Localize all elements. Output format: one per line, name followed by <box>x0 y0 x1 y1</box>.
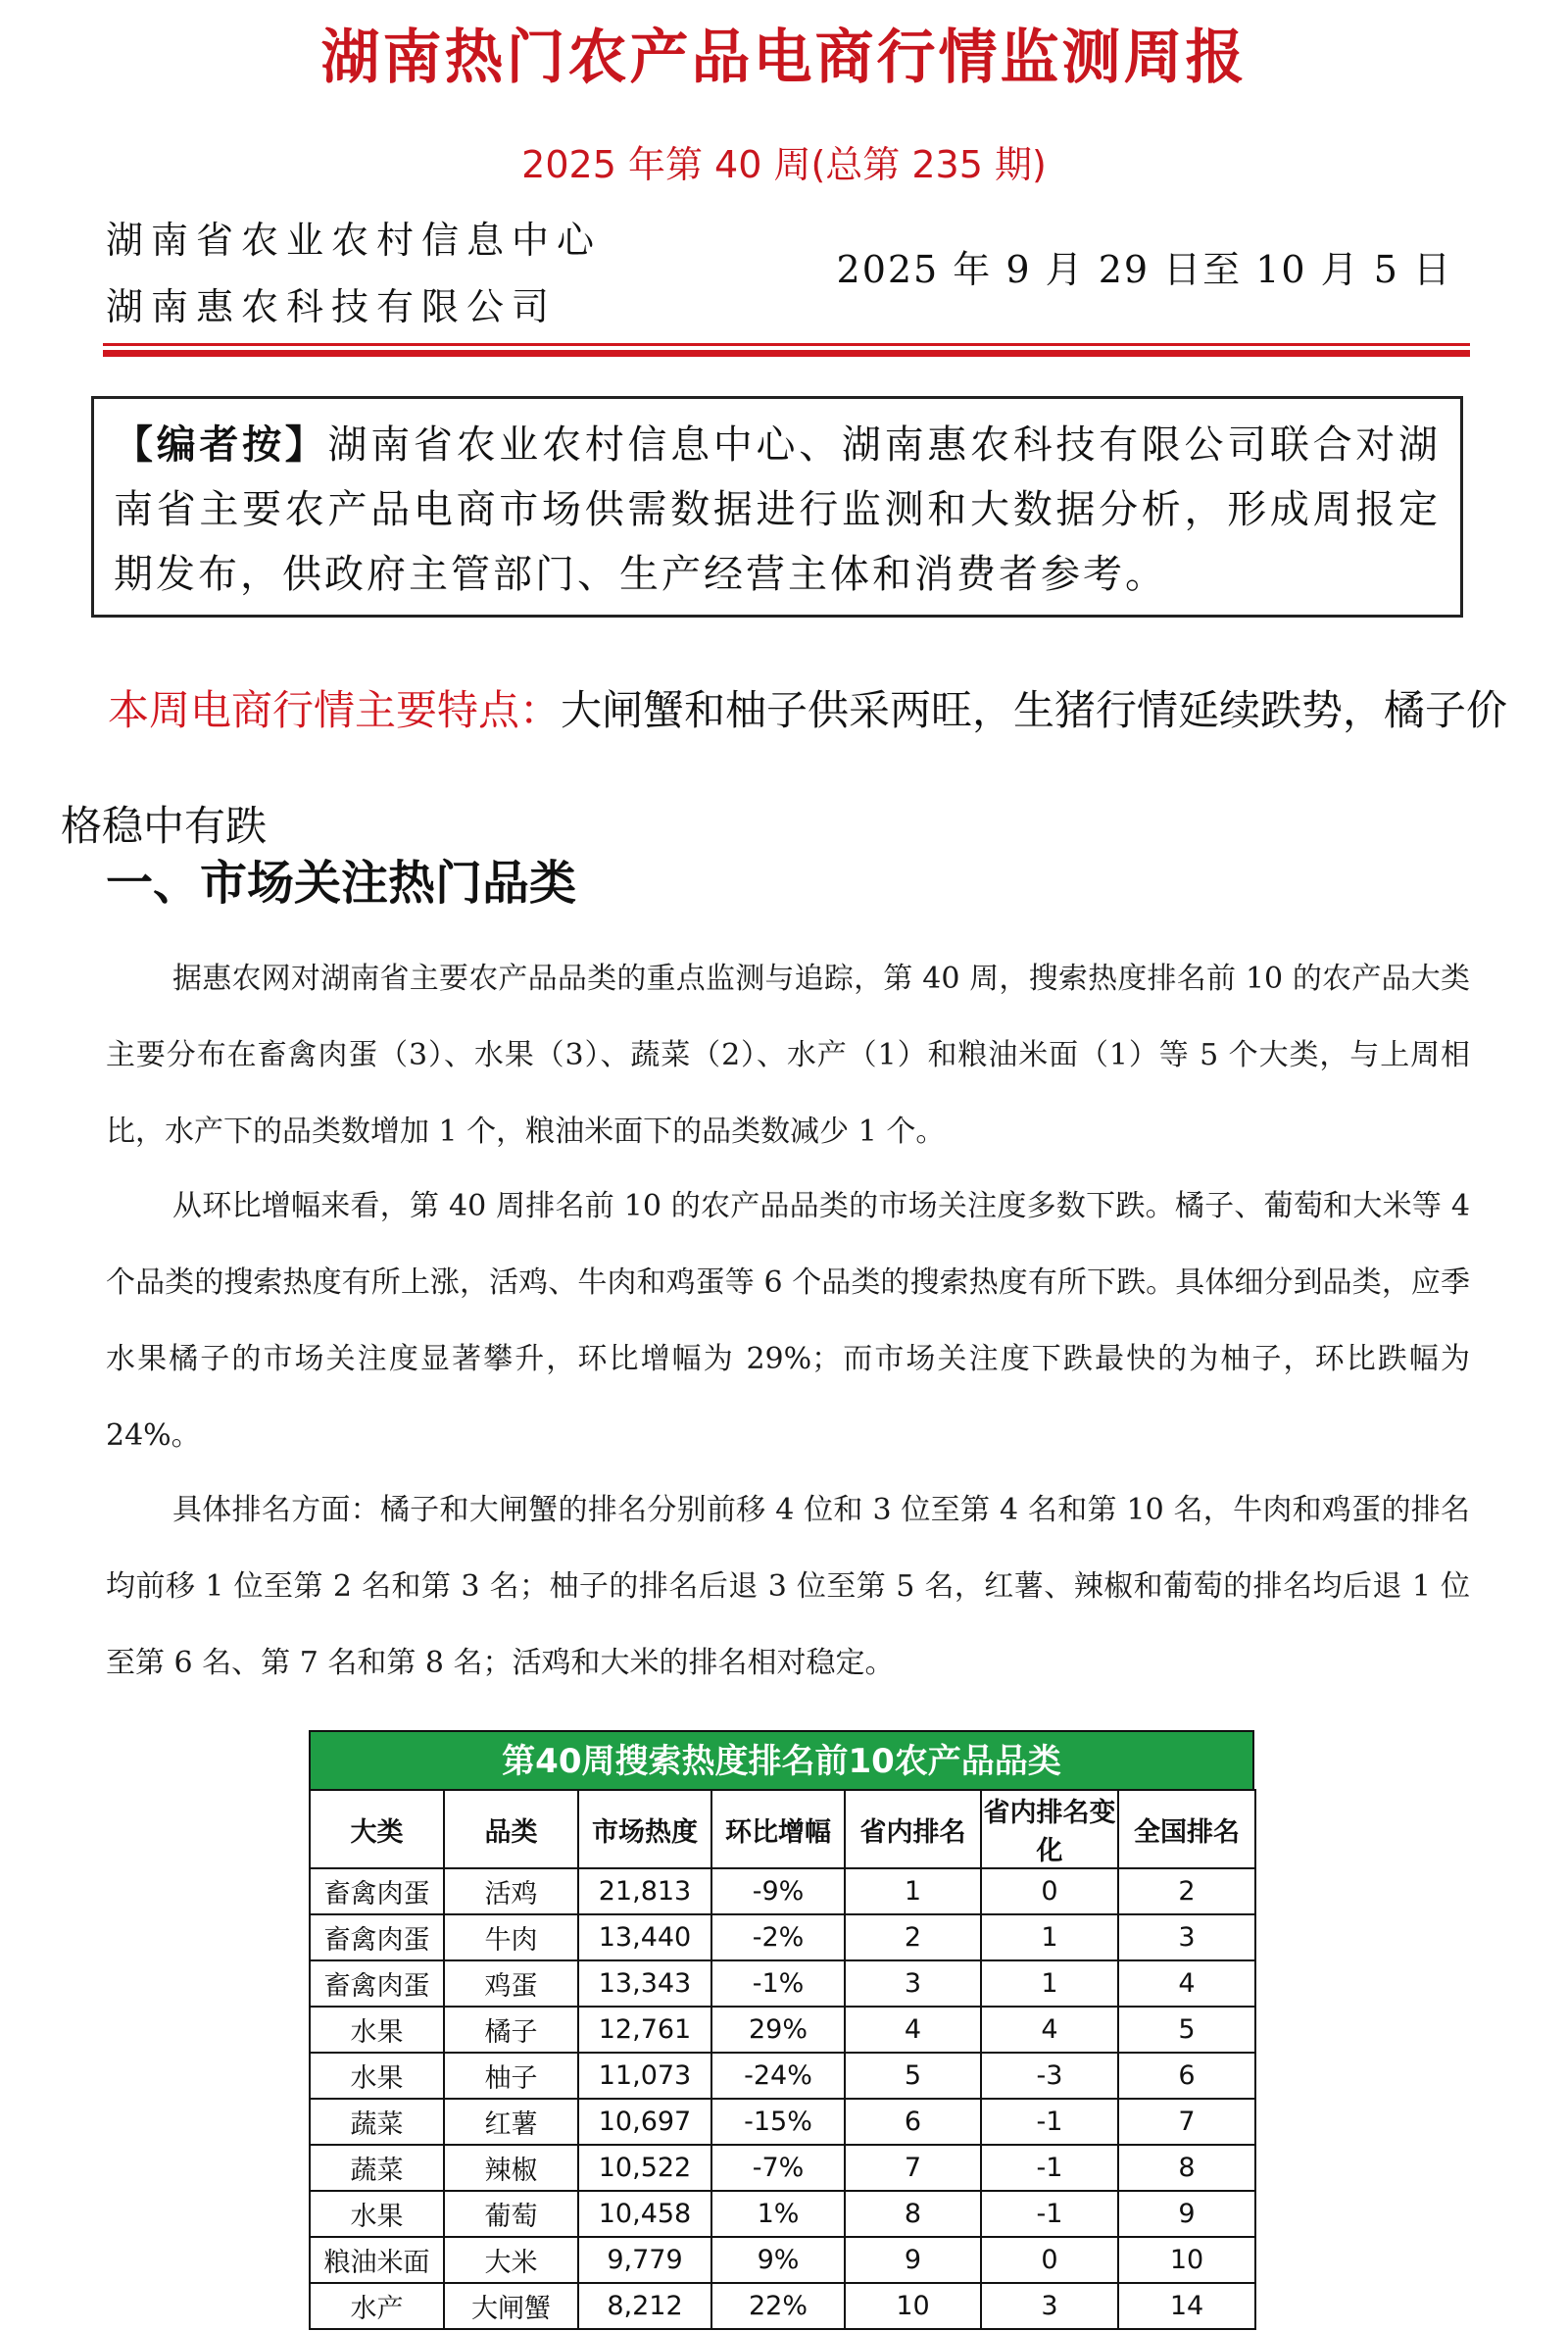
table-cell: 9% <box>711 2237 845 2283</box>
table-cell: 0 <box>981 2237 1118 2283</box>
ranking-table-container <box>309 1730 1254 2330</box>
table-cell: 1 <box>981 1914 1118 1960</box>
table-row <box>310 2283 1255 2329</box>
col-header: 品类 <box>444 1790 578 1868</box>
table-cell: 0 <box>981 1868 1118 1914</box>
table-cell: 4 <box>1118 1960 1255 2007</box>
table-row <box>310 2237 1255 2283</box>
table-cell: 8,212 <box>578 2283 711 2329</box>
table-cell: 粮油米面 <box>310 2237 444 2283</box>
table-cell: -2% <box>711 1914 845 1960</box>
table-cell: 12,761 <box>578 2007 711 2053</box>
table-cell: 水果 <box>310 2053 444 2099</box>
table-cell: 4 <box>981 2007 1118 2053</box>
table-cell: 5 <box>1118 2007 1255 2053</box>
table-cell: 蔬菜 <box>310 2099 444 2145</box>
highlights-label: 本周电商行情主要特点： <box>108 686 562 734</box>
header-divider-thick <box>103 350 1470 357</box>
col-header: 大类 <box>310 1790 444 1868</box>
table-cell: 3 <box>1118 1914 1255 1960</box>
ranking-table <box>309 1789 1256 2330</box>
table-cell: -24% <box>711 2053 845 2099</box>
table-cell: 29% <box>711 2007 845 2053</box>
date-range: 2025 年 9 月 29 日至 10 月 5 日 <box>836 248 1452 291</box>
table-cell: -3 <box>981 2053 1118 2099</box>
table-cell: 葡萄 <box>444 2191 578 2237</box>
paragraph-growth: 从环比增幅来看，第 40 周排名前 10 的农产品品类的市场关注度多数下跌。橘子、葡萄和大米等 4 个品类的搜索热度有所上涨，活鸡、牛肉和鸡蛋等 6 个品类的搜索热度有所下跌。具体细分到品类，应季水果橘子的市场关注度显著攀升，环比增幅为 29%；而市场关注度下跌最快的为柚子，环比跌幅为 24%。 <box>106 1189 1470 1453</box>
table-cell: 22% <box>711 2283 845 2329</box>
table-cell: 6 <box>845 2099 981 2145</box>
table-row <box>310 2191 1255 2237</box>
table-row <box>310 2053 1255 2099</box>
table-cell: 1% <box>711 2191 845 2237</box>
editor-note-text: 湖南省农业农村信息中心、湖南惠农科技有限公司联合对湖南省主要农产品电商市场供需数据进行监测和大数据分析，形成周报定期发布，供政府主管部门、生产经营主体和消费者参考。 <box>114 422 1441 597</box>
section-heading: 一、市场关注热门品类 <box>106 856 577 911</box>
table-cell: -1 <box>981 2191 1118 2237</box>
table-cell: -15% <box>711 2099 845 2145</box>
table-cell: -1 <box>981 2145 1118 2191</box>
table-cell: 7 <box>845 2145 981 2191</box>
table-cell: 1 <box>845 1868 981 1914</box>
table-cell: 21,813 <box>578 1868 711 1914</box>
table-cell: 畜禽肉蛋 <box>310 1868 444 1914</box>
table-cell: 4 <box>845 2007 981 2053</box>
table-cell: 畜禽肉蛋 <box>310 1960 444 2007</box>
table-cell: 橘子 <box>444 2007 578 2053</box>
table-cell: -9% <box>711 1868 845 1914</box>
table-cell: 10,458 <box>578 2191 711 2237</box>
table-cell: 10,697 <box>578 2099 711 2145</box>
table-cell: 10 <box>1118 2237 1255 2283</box>
table-cell: 水果 <box>310 2191 444 2237</box>
paragraph-category-distribution: 据惠农网对湖南省主要农产品品类的重点监测与追踪，第 40 周，搜索热度排名前 10 的农产品大类主要分布在畜禽肉蛋（3）、水果（3）、蔬菜（2）、水产（1）和粮油米面（1）等 5 个大类，与上周相比，水产下的品类数增加 1 个，粮油米面下的品类数减少 1 个。 <box>106 962 1470 1149</box>
table-cell: 9 <box>845 2237 981 2283</box>
table-cell: 8 <box>1118 2145 1255 2191</box>
table-cell: 蔬菜 <box>310 2145 444 2191</box>
editor-note-box <box>91 396 1463 618</box>
table-cell: 10 <box>845 2283 981 2329</box>
table-cell: -1 <box>981 2099 1118 2145</box>
table-cell: 牛肉 <box>444 1914 578 1960</box>
table-cell: 11,073 <box>578 2053 711 2099</box>
table-row <box>310 2099 1255 2145</box>
table-cell: -7% <box>711 2145 845 2191</box>
table-cell: -1% <box>711 1960 845 2007</box>
table-cell: 10,522 <box>578 2145 711 2191</box>
issue-number: 2025 年第 40 周(总第 235 期) <box>521 143 1047 186</box>
table-cell: 9,779 <box>578 2237 711 2283</box>
table-cell: 3 <box>981 2283 1118 2329</box>
table-cell: 辣椒 <box>444 2145 578 2191</box>
publisher-line-2: 湖南惠农科技有限公司 <box>106 285 558 328</box>
col-header: 全国排名 <box>1118 1790 1255 1868</box>
editor-note-tag: 【编者按】 <box>114 422 328 468</box>
table-cell: 13,343 <box>578 1960 711 2007</box>
table-cell: 2 <box>1118 1868 1255 1914</box>
report-title: 湖南热门农产品电商行情监测周报 <box>320 24 1248 92</box>
table-cell: 8 <box>845 2191 981 2237</box>
table-cell: 水果 <box>310 2007 444 2053</box>
col-header: 环比增幅 <box>711 1790 845 1868</box>
table-row <box>310 1960 1255 2007</box>
table-row <box>310 2007 1255 2053</box>
table-cell: 3 <box>845 1960 981 2007</box>
table-cell: 1 <box>981 1960 1118 2007</box>
table-cell: 2 <box>845 1914 981 1960</box>
table-cell: 红薯 <box>444 2099 578 2145</box>
table-cell: 水产 <box>310 2283 444 2329</box>
table-row <box>310 2145 1255 2191</box>
table-cell: 鸡蛋 <box>444 1960 578 2007</box>
highlights-text: 大闸蟹和柚子供采两旺，生猪行情延续跌势，橘子价格稳中有跌 <box>61 686 1508 850</box>
publisher-line-1: 湖南省农业农村信息中心 <box>106 219 603 262</box>
table-cell: 大闸蟹 <box>444 2283 578 2329</box>
table-cell: 畜禽肉蛋 <box>310 1914 444 1960</box>
header-divider-thin <box>103 343 1470 346</box>
paragraph-ranking: 具体排名方面：橘子和大闸蟹的排名分别前移 4 位和 3 位至第 4 名和第 10 名，牛肉和鸡蛋的排名均前移 1 位至第 2 名和第 3 名；柚子的排名后退 3 位至第 5 名，红薯、辣椒和葡萄的排名均后退 1 位至第 6 名、第 7 名和第 8 名；活鸡和大米的排名相对稳定。 <box>106 1493 1470 1680</box>
table-cell: 9 <box>1118 2191 1255 2237</box>
table-title: 第40周搜索热度排名前10农产品品类 <box>309 1730 1254 1789</box>
table-cell: 7 <box>1118 2099 1255 2145</box>
table-cell: 6 <box>1118 2053 1255 2099</box>
table-cell: 活鸡 <box>444 1868 578 1914</box>
col-header: 省内排名变化 <box>981 1790 1118 1868</box>
table-header-row <box>310 1790 1255 1868</box>
table-row <box>310 1868 1255 1914</box>
table-cell: 大米 <box>444 2237 578 2283</box>
col-header: 省内排名 <box>845 1790 981 1868</box>
table-cell: 13,440 <box>578 1914 711 1960</box>
table-cell: 5 <box>845 2053 981 2099</box>
table-row <box>310 1914 1255 1960</box>
table-cell: 14 <box>1118 2283 1255 2329</box>
col-header: 市场热度 <box>578 1790 711 1868</box>
table-cell: 柚子 <box>444 2053 578 2099</box>
